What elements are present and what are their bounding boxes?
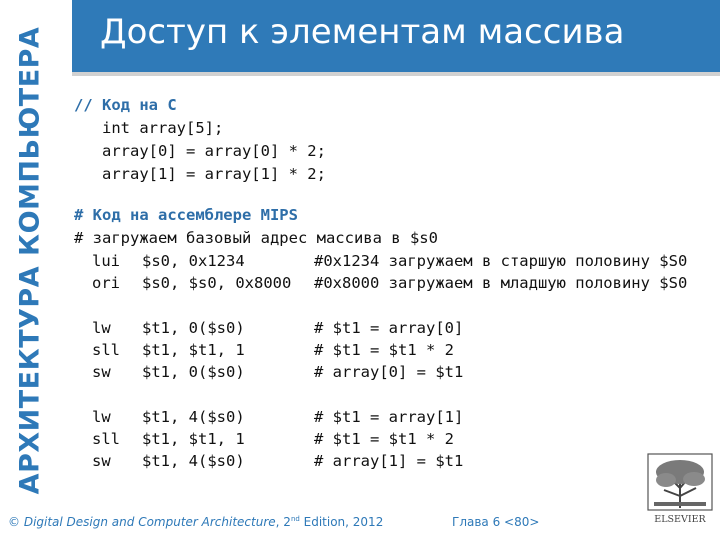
asm-row [74, 250, 706, 272]
asm-row [74, 339, 706, 361]
asm-args: $t1, 0($s0) [142, 363, 245, 381]
spacer [74, 294, 706, 317]
chapter-page-number: Глава 6 <80> [452, 515, 540, 529]
asm-row [74, 361, 706, 383]
asm-args: $t1, 4($s0) [142, 408, 245, 426]
book-title: Digital Design and Computer Architecture [23, 515, 276, 529]
asm-op: lui [92, 252, 120, 270]
c-code-line: array[0] = array[0] * 2; [102, 142, 326, 160]
spacer [74, 383, 706, 406]
asm-comment: #0x1234 загружаем в старшую половину $S0 [314, 252, 688, 270]
asm-args: $t1, $t1, 1 [142, 430, 245, 448]
asm-comment: # array[1] = $t1 [314, 452, 464, 470]
asm-row [74, 406, 706, 428]
asm-args: $s0, 0x1234 [142, 252, 245, 270]
asm-op: sw [92, 363, 111, 381]
asm-op: sll [92, 341, 120, 359]
side-title-text: АРХИТЕКТУРА КОМПЬЮТЕРА [14, 26, 46, 494]
asm-args: $t1, 4($s0) [142, 452, 245, 470]
edition-prefix: , 2 [275, 515, 291, 529]
elsevier-logo [646, 452, 714, 526]
elsevier-logo-text: ELSEVIER [654, 514, 706, 525]
asm-op: ori [92, 274, 120, 292]
asm-code-heading: # Код на ассемблере MIPS [74, 206, 298, 224]
side-title [0, 0, 60, 520]
asm-op: lw [92, 319, 111, 337]
asm-op: sw [92, 452, 111, 470]
edition-superscript: nd [290, 515, 300, 523]
asm-row [74, 317, 706, 339]
slide-title: Доступ к элементам массива [100, 12, 625, 52]
asm-args: $t1, 0($s0) [142, 319, 245, 337]
title-bar [72, 0, 720, 76]
asm-op: sll [92, 430, 120, 448]
asm-row [74, 272, 706, 294]
asm-row [74, 428, 706, 450]
asm-comment: # $t1 = array[1] [314, 408, 464, 426]
asm-comment: #0x8000 загружаем в младшую половину $S0 [314, 274, 688, 292]
asm-comment: # array[0] = $t1 [314, 363, 464, 381]
footer-citation [8, 515, 383, 529]
c-code-line: array[1] = array[1] * 2; [102, 165, 326, 183]
asm-args: $t1, $t1, 1 [142, 341, 245, 359]
code-content [74, 94, 706, 472]
asm-comment-line: # загружаем базовый адрес массива в $s0 [74, 229, 438, 247]
asm-comment: # $t1 = array[0] [314, 319, 464, 337]
edition-suffix: Edition, 2012 [299, 515, 384, 529]
copyright-symbol: © [8, 515, 20, 529]
asm-op: lw [92, 408, 111, 426]
asm-row [74, 450, 706, 472]
asm-args: $s0, $s0, 0x8000 [142, 274, 292, 292]
c-code-line: int array[5]; [102, 119, 224, 137]
asm-comment: # $t1 = $t1 * 2 [314, 341, 454, 359]
asm-comment: # $t1 = $t1 * 2 [314, 430, 454, 448]
c-code-heading: // Код на С [74, 96, 177, 114]
